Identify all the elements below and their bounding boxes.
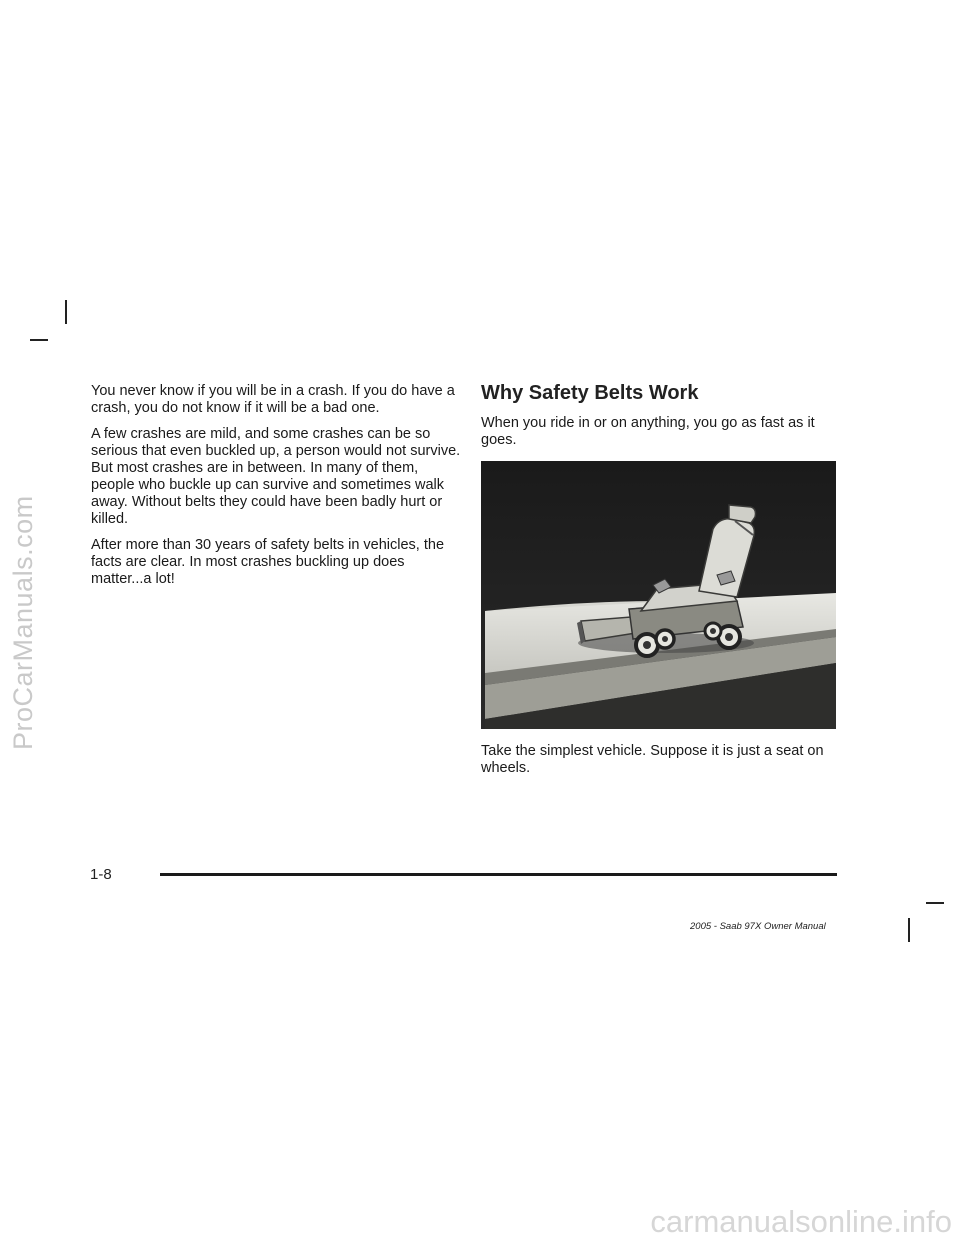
manual-title: 2005 - Saab 97X Owner Manual (690, 921, 826, 932)
crop-mark (30, 339, 48, 341)
footer-rule (160, 873, 837, 876)
bottom-watermark: carmanualsonline.info (650, 1204, 952, 1239)
side-watermark: ProCarManuals.com (8, 495, 38, 750)
crop-mark (926, 902, 944, 904)
paragraph-1: You never know if you will be in a crash. If you do have a crash, you do not know if it will be a bad one. (91, 383, 455, 416)
crop-mark (65, 300, 67, 324)
section-heading: Why Safety Belts Work (481, 382, 699, 404)
paragraph-2: A few crashes are mild, and some crashes can be so serious that even buckled up, a person would not survive. But most crashes are in between. In many of them, people who buckle up can survive and sometimes walk away. Without belts they could have been badly hurt or killed. (91, 426, 461, 527)
page-number: 1-8 (90, 866, 112, 883)
crop-mark (908, 918, 910, 942)
intro-paragraph: When you ride in or on anything, you go as fast as it goes. (481, 415, 815, 448)
left-column (91, 383, 463, 597)
caption-paragraph: Take the simplest vehicle. Suppose it is just a seat on wheels. (481, 743, 824, 776)
right-column (481, 381, 841, 786)
illustration-svg (481, 461, 836, 729)
seat-on-wheels-illustration (481, 461, 836, 729)
paragraph-3: After more than 30 years of safety belts in vehicles, the facts are clear. In most crashes buckling up does matter...a lot! (91, 537, 445, 587)
